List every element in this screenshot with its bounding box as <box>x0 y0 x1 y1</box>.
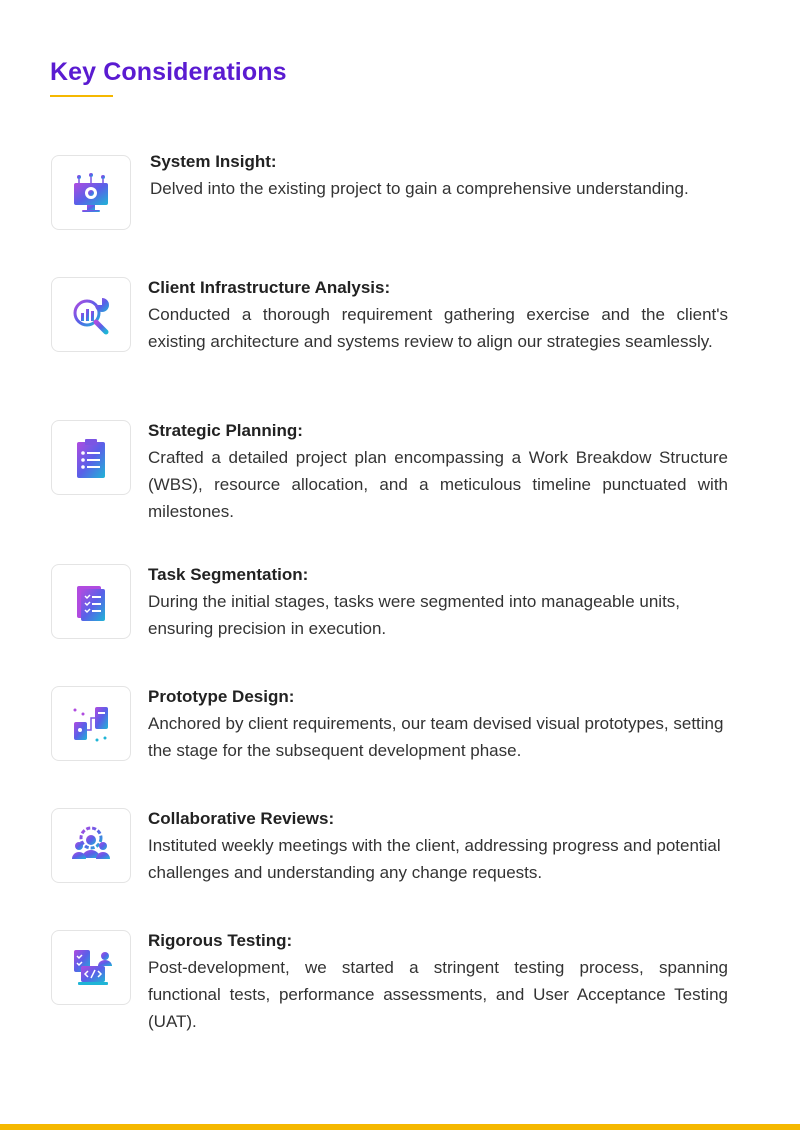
item-body: Delved into the existing project to gain a comprehensive understanding. <box>150 179 689 198</box>
item-body: Conducted a thorough requirement gathering exercise and the client's existing architecture and systems review to align our strategies seamlessly. <box>148 305 728 351</box>
icon-container <box>51 420 131 495</box>
item-heading: Strategic Planning: <box>148 421 303 440</box>
item-heading: Prototype Design: <box>148 687 295 706</box>
icon-container <box>51 686 131 761</box>
title-underline <box>50 95 113 97</box>
footer-accent-bar <box>0 1124 800 1130</box>
clipboard-list-icon <box>69 436 113 480</box>
icon-container <box>51 277 131 352</box>
team-gear-icon <box>69 824 113 868</box>
item-body: Crafted a detailed project plan encompassing a Work Breakdow Structure (WBS), resource allocation, and a meticulous timeline punctuated with milestones. <box>148 448 728 521</box>
item-body: Anchored by client requirements, our team devised visual prototypes, setting the stage for the subsequent development phase. <box>148 714 724 760</box>
icon-container <box>51 930 131 1005</box>
icon-container <box>51 564 131 639</box>
item-heading: Rigorous Testing: <box>148 931 293 950</box>
item-heading: System Insight: <box>150 152 277 171</box>
page-title: Key Considerations <box>50 58 287 86</box>
item-heading: Task Segmentation: <box>148 565 309 584</box>
item-body: Post-development, we started a stringent testing process, spanning functional tests, performance assessments, and User Acceptance Testing (UAT). <box>148 958 728 1031</box>
code-testing-icon <box>69 946 113 990</box>
monitor-gear-icon <box>69 171 113 215</box>
prototype-devices-icon <box>69 702 113 746</box>
magnifier-chart-icon <box>69 293 113 337</box>
item-body: Instituted weekly meetings with the client, addressing progress and potential challenges and understanding any change requests. <box>148 836 721 882</box>
icon-container <box>51 808 131 883</box>
icon-container <box>51 155 131 230</box>
item-heading: Collaborative Reviews: <box>148 809 335 828</box>
checklist-documents-icon <box>69 580 113 624</box>
item-body: During the initial stages, tasks were segmented into manageable units, ensuring precision in execution. <box>148 592 681 638</box>
item-heading: Client Infrastructure Analysis: <box>148 278 391 297</box>
